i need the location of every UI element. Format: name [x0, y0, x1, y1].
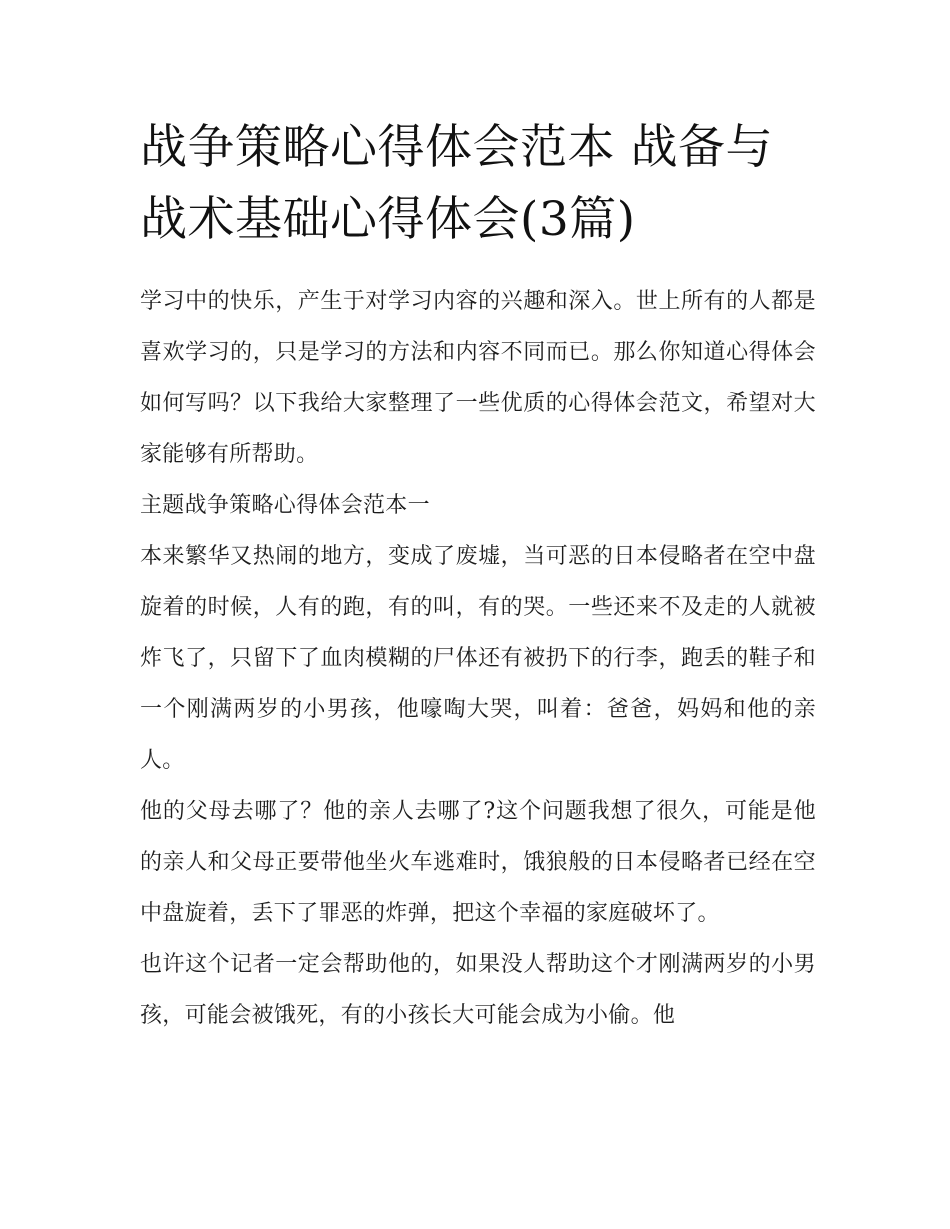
document-page — [140, 112, 816, 1041]
body-paragraph: 也许这个记者一定会帮助他的，如果没人帮助这个才刚满两岁的小男孩，可能会被饿死，有的小孩长大可能会成为小偷。他 — [140, 952, 816, 1028]
body-paragraph: 他的父母去哪了？他的亲人去哪了?这个问题我想了很久，可能是他的亲人和父母正要带他坐火车逃难时，饿狼般的日本侵略者已经在空中盘旋着，丢下了罪恶的炸弹，把这个幸福的家庭破坏了。 — [140, 799, 816, 926]
document-title: 战争策略心得体会范本 战备与战术基础心得体会(3篇) — [140, 120, 773, 247]
document-body — [140, 276, 816, 1041]
section-heading: 主题战争策略心得体会范本一 — [140, 493, 430, 518]
intro-paragraph: 学习中的快乐，产生于对学习内容的兴趣和深入。世上所有的人都是喜欢学习的，只是学习的方法和内容不同而已。那么你知道心得体会如何写吗？以下我给大家整理了一些优质的心得体会范文，希望对大家能够有所帮助。 — [140, 289, 816, 467]
body-paragraph: 本来繁华又热闹的地方，变成了废墟，当可恶的日本侵略者在空中盘旋着的时候，人有的跑，有的叫，有的哭。一些还来不及走的人就被炸飞了，只留下了血肉模糊的尸体还有被扔下的行李，跑丢的鞋子和一个刚满两岁的小男孩，他嚎啕大哭，叫着：爸爸，妈妈和他的亲人。 — [140, 544, 816, 773]
